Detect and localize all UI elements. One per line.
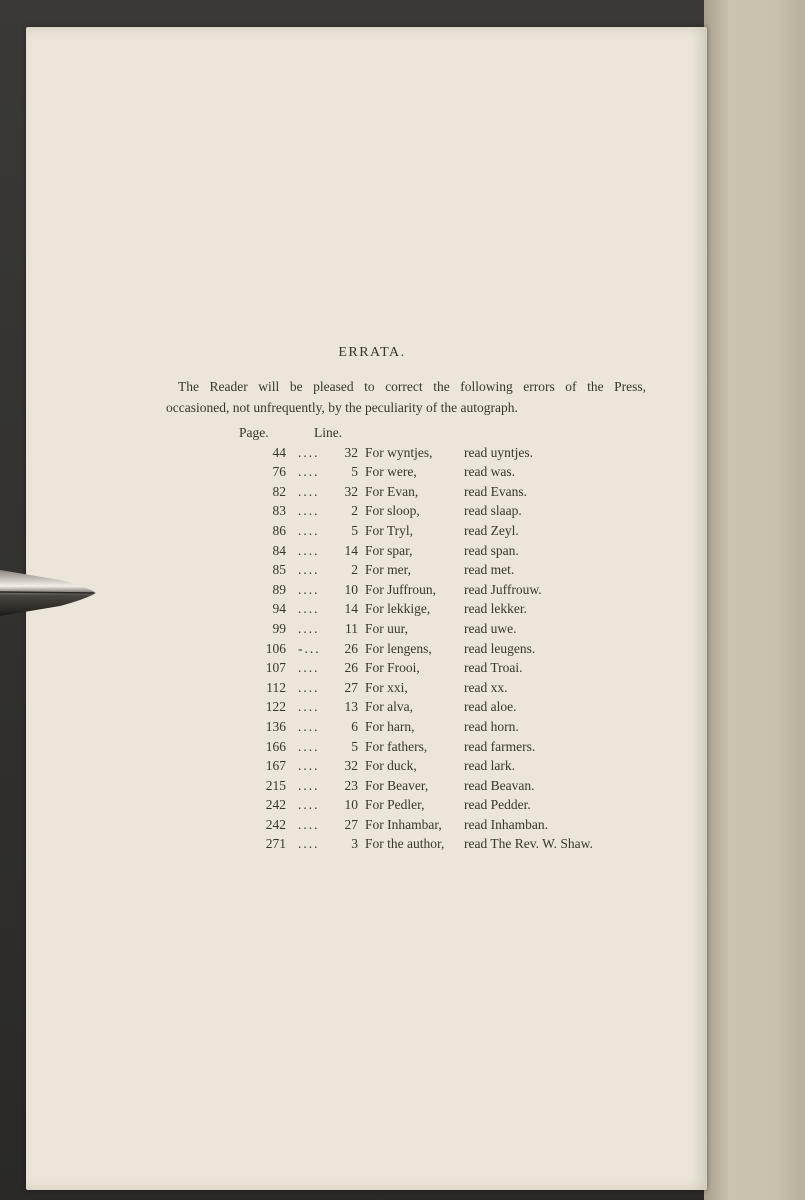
- leader-dots-cell: ....: [298, 464, 320, 480]
- wrong-text-cell: For harn,: [365, 718, 415, 734]
- page-number-cell: 76: [272, 464, 286, 480]
- wrong-text-cell: For xxi,: [365, 679, 408, 695]
- line-number-cell: 27: [344, 816, 358, 832]
- line-number-cell: 26: [344, 640, 358, 656]
- line-number-cell: 32: [344, 758, 358, 774]
- wrong-text-cell: For wyntjes,: [365, 444, 433, 460]
- page-number-cell: 84: [272, 542, 286, 558]
- line-number-cell: 2: [351, 503, 358, 519]
- page-number-cell: 99: [272, 620, 286, 636]
- wrong-text-cell: For lekkige,: [365, 601, 431, 617]
- correct-text-cell: read Inhamban.: [464, 816, 548, 832]
- page-number-cell: 86: [272, 522, 286, 538]
- page-number-cell: 89: [272, 581, 286, 597]
- leader-dots-cell: ....: [298, 483, 320, 499]
- leader-dots-cell: ....: [298, 503, 320, 519]
- correct-text-cell: read The Rev. W. Shaw.: [464, 836, 593, 852]
- correct-text-cell: read Beavan.: [464, 777, 535, 793]
- leader-dots-cell: ....: [298, 699, 320, 715]
- wrong-text-cell: For alva,: [365, 699, 413, 715]
- line-number-cell: 5: [351, 522, 358, 538]
- line-number-cell: 2: [351, 562, 358, 578]
- wrong-text-cell: For fathers,: [365, 738, 428, 754]
- wrong-text-cell: For spar,: [365, 542, 413, 558]
- page-number-cell: 242: [265, 816, 286, 832]
- leader-dots-cell: ....: [298, 797, 320, 813]
- wrong-text-cell: For the author,: [365, 836, 445, 852]
- leader-dots-cell: ....: [298, 816, 320, 832]
- correct-text-cell: read met.: [464, 562, 515, 578]
- page-number-cell: 112: [266, 679, 286, 695]
- line-number-cell: 5: [351, 464, 358, 480]
- page-number-cell: 85: [272, 562, 286, 578]
- page-number-cell: 83: [272, 503, 286, 519]
- correct-text-cell: read Troai.: [464, 660, 523, 676]
- leader-dots-cell: ....: [298, 542, 320, 558]
- leader-dots-cell: ....: [298, 601, 320, 617]
- line-number-cell: 26: [344, 660, 358, 676]
- leader-dots-cell: ....: [298, 522, 320, 538]
- page-column-header: Page.: [239, 425, 269, 440]
- wrong-text-cell: For Frooi,: [365, 660, 420, 676]
- leader-dots-cell: ....: [298, 620, 320, 636]
- page-number-cell: 271: [265, 836, 286, 852]
- line-number-cell: 5: [351, 738, 358, 754]
- line-number-cell: 3: [351, 836, 358, 852]
- leader-dots-cell: ....: [298, 758, 320, 774]
- page-number-cell: 166: [265, 738, 286, 754]
- page-number-cell: 122: [265, 699, 286, 715]
- correct-text-cell: read Zeyl.: [464, 522, 519, 538]
- line-number-cell: 11: [345, 620, 358, 636]
- wrong-text-cell: For Tryl,: [365, 522, 414, 538]
- wrong-text-cell: For Juffroun,: [365, 581, 437, 597]
- leader-dots-cell: ....: [298, 444, 320, 460]
- line-number-cell: 10: [344, 797, 358, 813]
- page-number-cell: 82: [272, 483, 286, 499]
- leader-dots-cell: ....: [298, 660, 320, 676]
- wrong-text-cell: For mer,: [365, 562, 411, 578]
- correct-text-cell: read xx.: [464, 679, 508, 695]
- intro-line: The Reader will be pleased to correct the following errors of the Press,: [178, 379, 646, 394]
- leader-dots-cell: ....: [298, 718, 320, 734]
- line-number-cell: 6: [351, 718, 358, 734]
- line-number-cell: 14: [344, 542, 358, 558]
- correct-text-cell: read was.: [464, 464, 515, 480]
- page-number-cell: 94: [272, 601, 286, 617]
- leader-dots-cell: -...: [298, 640, 321, 656]
- line-number-cell: 10: [344, 581, 358, 597]
- leader-dots-cell: ....: [298, 581, 320, 597]
- page-number-cell: 107: [265, 660, 286, 676]
- page-number-cell: 167: [265, 758, 286, 774]
- page-number-cell: 136: [265, 718, 286, 734]
- correct-text-cell: read lekker.: [464, 601, 527, 617]
- wrong-text-cell: For were,: [365, 464, 417, 480]
- pen-nib-icon: [0, 566, 96, 618]
- wrong-text-cell: For Beaver,: [365, 777, 429, 793]
- line-column-header: Line.: [314, 425, 343, 440]
- intro-paragraph: [166, 376, 646, 418]
- page-number-cell: 215: [265, 777, 286, 793]
- page-number-cell: 242: [265, 797, 286, 813]
- line-number-cell: 14: [344, 601, 358, 617]
- line-number-cell: 32: [344, 483, 358, 499]
- correct-text-cell: read slaap.: [464, 503, 522, 519]
- wrong-text-cell: For lengens,: [365, 640, 432, 656]
- page-title: ERRATA.: [338, 345, 406, 360]
- line-number-cell: 32: [344, 444, 358, 460]
- next-page-edge: [704, 0, 805, 1200]
- correct-text-cell: read farmers.: [464, 738, 536, 754]
- leader-dots-cell: ....: [298, 738, 320, 754]
- leader-dots-cell: ....: [298, 679, 320, 695]
- line-number-cell: 23: [344, 777, 358, 793]
- correct-text-cell: read uwe.: [464, 620, 517, 636]
- correct-text-cell: read Pedder.: [464, 797, 531, 813]
- correct-text-cell: read aloe.: [464, 699, 517, 715]
- leader-dots-cell: ....: [298, 777, 320, 793]
- intro-line: occasioned, not unfrequently, by the peculiarity of the autograph.: [166, 400, 518, 415]
- leader-dots-cell: ....: [298, 562, 320, 578]
- wrong-text-cell: For sloop,: [365, 503, 420, 519]
- correct-text-cell: read horn.: [464, 718, 519, 734]
- line-number-cell: 27: [344, 679, 358, 695]
- page-number-cell: 106: [265, 640, 286, 656]
- correct-text-cell: read Juffrouw.: [464, 581, 542, 597]
- correct-text-cell: read lark.: [464, 758, 515, 774]
- leader-dots-cell: ....: [298, 836, 320, 852]
- wrong-text-cell: For uur,: [365, 620, 408, 636]
- wrong-text-cell: For duck,: [365, 758, 417, 774]
- wrong-text-cell: For Pedler,: [365, 797, 425, 813]
- book-page: [26, 27, 707, 1190]
- wrong-text-cell: For Inhambar,: [365, 816, 442, 832]
- correct-text-cell: read uyntjes.: [464, 444, 533, 460]
- correct-text-cell: read leugens.: [464, 640, 536, 656]
- wrong-text-cell: For Evan,: [365, 483, 419, 499]
- line-number-cell: 13: [344, 699, 358, 715]
- correct-text-cell: read span.: [464, 542, 519, 558]
- correct-text-cell: read Evans.: [464, 483, 527, 499]
- page-number-cell: 44: [272, 444, 286, 460]
